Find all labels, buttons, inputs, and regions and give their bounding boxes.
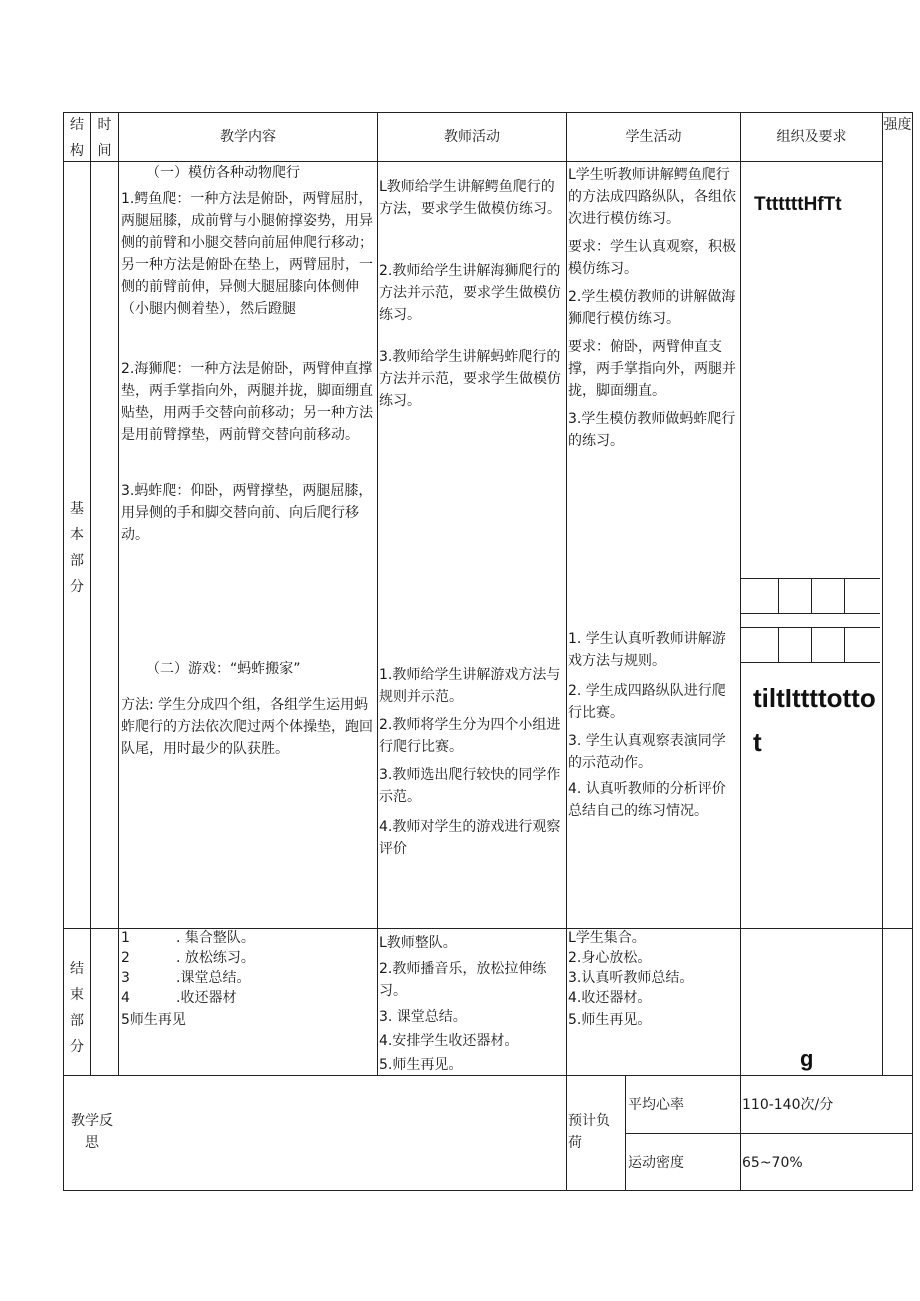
header-structure: 结构 bbox=[70, 117, 84, 159]
end-teacher-step-1: L教师整队。 bbox=[379, 935, 457, 951]
student-requirement-1: 要求：学生认真观察，积极模仿练习。 bbox=[568, 239, 736, 277]
end-content-number: 3 bbox=[121, 970, 130, 986]
organization-formation-text: TttttttHfTt bbox=[754, 194, 842, 215]
end-content-number: 1 bbox=[121, 930, 130, 946]
end-content-number: 2 bbox=[121, 950, 130, 966]
end-content-item: . 集合整队。 bbox=[176, 930, 255, 946]
org-grid-line bbox=[740, 613, 880, 614]
header-organization: 组织及要求 bbox=[776, 129, 847, 145]
org-grid-line bbox=[740, 662, 880, 663]
student-step-3: 3.学生模仿教师做蚂蚱爬行的练习。 bbox=[568, 411, 736, 449]
table-border-bottom bbox=[63, 1190, 913, 1191]
teacher-game-step-4: 4.教师对学生的游戏进行观察评价 bbox=[379, 819, 561, 857]
header-time: 时间 bbox=[97, 117, 112, 159]
student-step-1: L学生听教师讲解鳄鱼爬行的方法成四路纵队，各组依次进行模仿练习。 bbox=[568, 167, 736, 227]
section-label-basic: 基本部分 bbox=[70, 501, 84, 595]
end-teacher-step-3: 3. 课堂总结。 bbox=[379, 1009, 467, 1025]
load-label: 预计负荷 bbox=[568, 1113, 610, 1151]
col-line-right bbox=[912, 112, 913, 1191]
end-teacher-step-5: 5.师生再见。 bbox=[379, 1057, 463, 1073]
org-grid-line bbox=[778, 627, 779, 662]
org-grid-line bbox=[778, 578, 779, 613]
end-content-item: .课堂总结。 bbox=[176, 970, 251, 986]
header-content: 教学内容 bbox=[220, 129, 276, 145]
col-line-organization bbox=[882, 112, 883, 1076]
col-line-student bbox=[740, 112, 741, 1076]
end-student-step-4: 4.收还器材。 bbox=[568, 990, 652, 1006]
table-border-top bbox=[63, 112, 913, 113]
col-line-teacher bbox=[566, 112, 567, 1191]
end-content-item: .收还器材 bbox=[176, 990, 237, 1006]
content-grasshopper-crawl: 3.蚂蚱爬：仰卧，两臂撑垫，两腿屈膝，用异侧的手和脚交替向前、向后爬行移动。 bbox=[121, 483, 373, 543]
col-line-time bbox=[118, 112, 119, 1076]
org-grid-line bbox=[740, 627, 880, 628]
student-game-step-2: 2. 学生成四路纵队进行爬行比赛。 bbox=[568, 683, 726, 721]
content-crocodile-crawl: 1.鳄鱼爬：一种方法是俯卧，两臂屈肘，两腿屈膝，成前臂与小腿俯撑姿势，用异侧的前臂和小腿交替向前屈伸爬行移动；另一种方法是俯卧在垫上，两臂屈肘，一侧的前臂前伸，异侧大腿屈膝向体侧伸（小腿内侧着垫），然后蹬腿 bbox=[121, 191, 373, 317]
load-mid-line bbox=[625, 1133, 913, 1134]
student-game-step-3: 3. 学生认真观察表演同学的示范动作。 bbox=[568, 733, 726, 771]
content-heading-animal-crawl: （一）模仿各种动物爬行 bbox=[146, 165, 300, 181]
content-game-method: 方法: 学生分成四个组，各组学生运用蚂蚱爬行的方法依次爬过两个体操垫，跑回队尾，用时最少的队获胜。 bbox=[121, 697, 373, 757]
student-requirement-2: 要求：俯卧，两臂伸直支撑，两手掌指向外，两腿并拢，脚面绷直。 bbox=[568, 339, 736, 399]
exercise-density-label: 运动密度 bbox=[628, 1155, 684, 1171]
org-grid-line bbox=[811, 627, 812, 662]
content-game-title: （二）游戏：“蚂蚱搬家” bbox=[146, 661, 301, 677]
header-student: 学生活动 bbox=[625, 129, 682, 145]
end-teacher-step-2: 2.教师播音乐，放松拉伸练习。 bbox=[379, 961, 547, 999]
organization-game-formation-text: tiltIttttottot bbox=[753, 683, 876, 757]
header-intensity: 强度 bbox=[883, 117, 912, 133]
exercise-density-value: 65~70% bbox=[742, 1155, 803, 1171]
teacher-game-step-1: 1.教师给学生讲解游戏方法与规则并示范。 bbox=[379, 667, 561, 705]
col-line-content bbox=[377, 112, 378, 1076]
end-content-number: 4 bbox=[121, 990, 130, 1006]
end-student-step-5: 5.师生再见。 bbox=[568, 1012, 652, 1028]
org-grid-line bbox=[740, 578, 880, 579]
organization-end-mark: g bbox=[800, 1046, 814, 1071]
col-line-structure bbox=[90, 112, 91, 1076]
teacher-step-3: 3.教师给学生讲解蚂蚱爬行的方法并示范，要求学生做模仿练习。 bbox=[379, 349, 561, 409]
end-content-item: . 放松练习。 bbox=[176, 950, 255, 966]
teacher-game-step-3: 3.教师选出爬行较快的同学作示范。 bbox=[379, 767, 561, 805]
teacher-game-step-2: 2.教师将学生分为四个小组进行爬行比赛。 bbox=[379, 717, 561, 755]
student-game-step-4: 4. 认真听教师的分析评价总结自己的练习情况。 bbox=[568, 781, 726, 819]
teacher-step-2: 2.教师给学生讲解海狮爬行的方法并示范，要求学生做模仿练习。 bbox=[379, 263, 561, 323]
student-step-2: 2.学生模仿教师的讲解做海狮爬行模仿练习。 bbox=[568, 289, 736, 327]
end-student-step-2: 2.身心放松。 bbox=[568, 950, 652, 966]
end-teacher-step-4: 4.安排学生收还器材。 bbox=[379, 1033, 519, 1049]
section-label-end: 结束部分 bbox=[70, 961, 84, 1055]
avg-heart-rate-value: 110-140次/分 bbox=[742, 1097, 834, 1113]
org-grid-line bbox=[844, 578, 845, 613]
end-student-step-1: L学生集合。 bbox=[568, 930, 646, 946]
load-label-line bbox=[625, 1075, 626, 1191]
content-sealion-crawl: 2.海狮爬：一种方法是俯卧，两臂伸直撑垫，两手掌指向外，两腿并拢，脚面绷直贴垫，用两手交替向前移动；另一种方法是用前臂撑垫，两前臂交替向前移动。 bbox=[121, 361, 373, 443]
avg-heart-rate-label: 平均心率 bbox=[628, 1097, 684, 1113]
header-teacher: 教师活动 bbox=[444, 129, 500, 145]
student-game-step-1: 1. 学生认真听教师讲解游戏方法与规则。 bbox=[568, 631, 726, 669]
end-content-goodbye: 5师生再见 bbox=[121, 1012, 186, 1028]
org-grid-line bbox=[811, 578, 812, 613]
org-grid-line bbox=[844, 627, 845, 662]
teacher-step-1: L教师给学生讲解鳄鱼爬行的方法，要求学生做模仿练习。 bbox=[379, 179, 561, 217]
load-value-line bbox=[740, 1075, 741, 1191]
end-student-step-3: 3.认真听教师总结。 bbox=[568, 970, 694, 986]
reflection-label: 教学反思 bbox=[71, 1113, 113, 1151]
